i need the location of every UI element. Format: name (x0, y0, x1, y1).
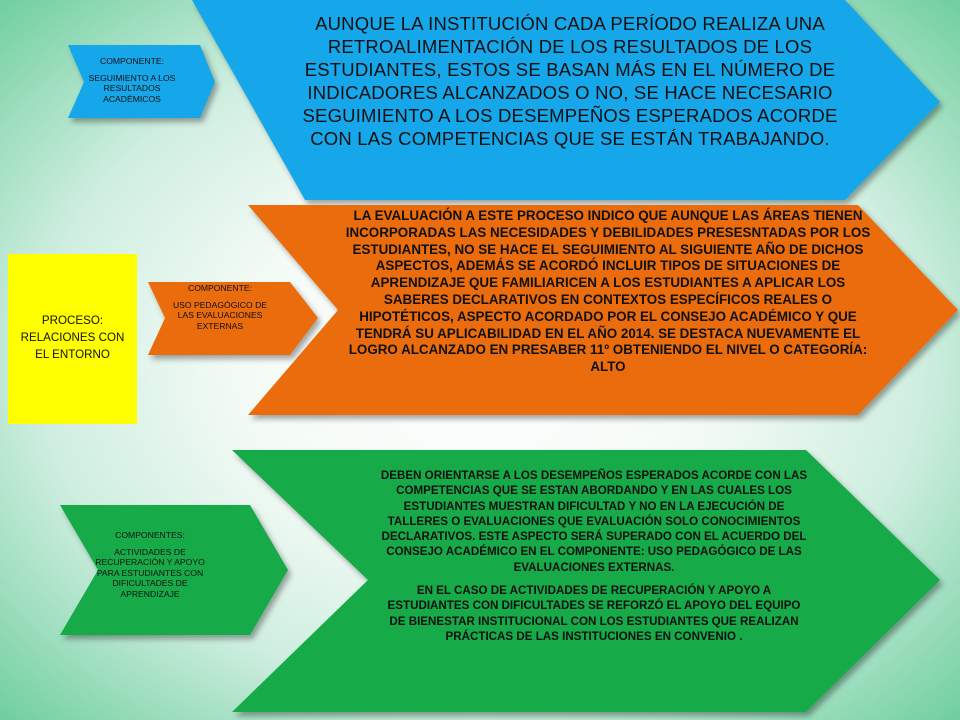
component-1-name: SEGUIMIENTO A LOS RESULTADOS ACADÉMICOS (88, 72, 176, 104)
description-1-text: AUNQUE LA INSTITUCIÓN CADA PERÍODO REALIZA UNA RETROALIMENTACIÓN DE LOS RESULTADOS DE LOS ESTUDIANTES, ESTOS SE BASAN MÁS EN EL NÚMERO DE INDICADORES ALCANZADOS O NO, SE HACE NECESARIO SEGUIMIENTO A LOS DESEMPEÑOS ESPERADOS ACORDE CON LAS COMPETENCIAS QUE SE ESTÁN TRABAJANDO. (302, 13, 838, 149)
description-2-text: LA EVALUACIÓN A ESTE PROCESO INDICO QUE AUNQUE LAS ÁREAS TIENEN INCORPORADAS LAS NECESIDADES Y DEBILIDADES PRESESNTADAS POR LOS ESTUDIANTES, NO SE HACE EL SEGUIMIENTO AL SIGUIENTE AÑO DE DICHOS ASPECTOS, ADEMÁS SE ACORDÓ INCLUIR TIPOS DE SITUACIONES DE APRENDIZAJE QUE FAMILIARICEN A LOS ESTUDIANTES A APLICAR LOS SABERES DECLARATIVOS EN CONTEXTOS ESPECÍFICOS REALES O HIPOTÉTICOS, ASPECTO ACORDADO POR EL CONSEJO ACADÉMICO Y QUE TENDRÁ SU APLICABILIDAD EN EL AÑO 2014. SE DESTACA NUEVAMENTE EL LOGRO ALCANZADO EN PRESABER 11º OBTENIENDO EL NIVEL O CATEGORÍA: ALTO (345, 208, 871, 375)
process-label-line-1: PROCESO: (41, 314, 104, 327)
process-label-line-3: EL ENTORNO (35, 348, 110, 361)
component-1-label (88, 56, 176, 104)
description-3-text (378, 468, 810, 652)
process-label-line-2: RELACIONES CON (20, 331, 125, 344)
component-2-label (170, 283, 270, 331)
description-3-paragraph-1: DEBEN ORIENTARSE A LOS DESEMPEÑOS ESPERADOS ACORDE CON LAS COMPETENCIAS QUE SE ESTAN ABORDANDO Y EN LAS CUALES LOS ESTUDIANTES MUESTRAN DIFICULTAD Y NO EN LA EJECUCIÓN DE TALLERES O EVALUACIONES QUE EVALUACIÓN SOLO CONOCIMIENTOS DECLARATIVOS. ESTE ASPECTO SERÁ SUPERADO CON EL ACUERDO DEL CONSEJO ACADÉMICO EN EL COMPONENTE: USO PEDAGÓGICO DE LAS EVALUACIONES EXTERNAS. (380, 469, 808, 574)
component-1-heading: COMPONENTE: (100, 56, 164, 66)
process-box (8, 254, 137, 424)
component-3-label (84, 530, 216, 600)
component-3-name: ACTIVIDADES DE RECUPERACIÓN Y APOYO PARA ESTUDIANTES CON DIFICULTADES DE APRENDIZAJE (95, 546, 205, 599)
component-2-heading: COMPONENTE: (188, 283, 252, 293)
process-label (8, 312, 137, 363)
component-3-heading: COMPONENTES: (115, 530, 185, 540)
description-3-paragraph-2: EN EL CASO DE ACTIVIDADES DE RECUPERACIÓN Y APOYO A ESTUDIANTES CON DIFICULTADES SE REFORZÓ EL APOYO DEL EQUIPO DE BIENESTAR INSTITUCIONAL CON LOS ESTUDIANTES QUE REALIZAN PRÁCTICAS DE LAS INSTITUCIONES EN CONVENIO . (387, 584, 801, 643)
component-2-name: USO PEDAGÓGICO DE LAS EVALUACIONES EXTERNAS (172, 299, 268, 331)
